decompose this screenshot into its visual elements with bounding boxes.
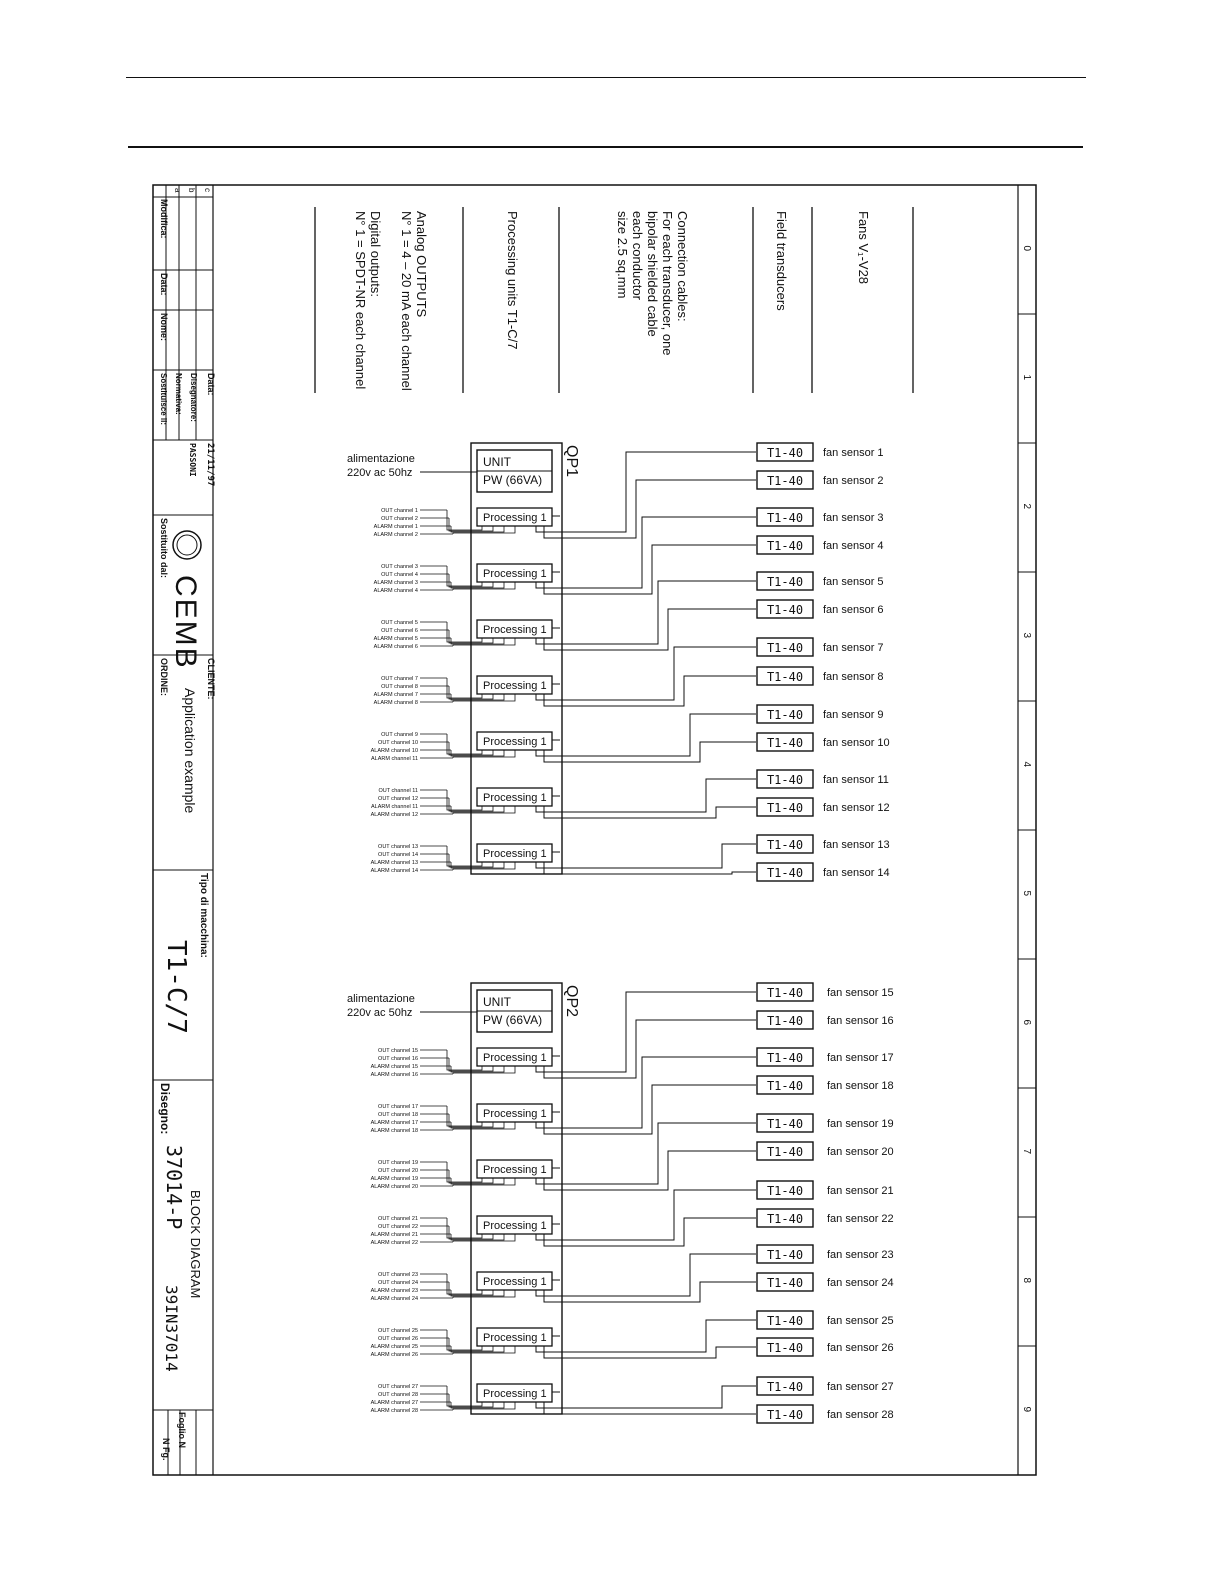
- client-text: Application example: [182, 688, 198, 814]
- output-channel-label: OUT channel 13: [378, 844, 418, 850]
- unit-text: UNIT: [483, 455, 511, 469]
- rev-letter-b: b: [187, 188, 196, 193]
- output-channel-label: ALARM channel 17: [370, 1120, 418, 1126]
- output-channel-label: ALARM channel 22: [370, 1240, 418, 1246]
- transducer-label: T1-40: [766, 1145, 804, 1159]
- output-channel-label: OUT channel 10: [378, 740, 418, 746]
- fan-sensor-label: fan sensor 14: [823, 867, 890, 879]
- company-name: CEMB: [169, 575, 202, 670]
- col-outputs-2: N° 1 = 4 – 20 mA each channel: [399, 211, 414, 391]
- grid-number-strip: [1018, 246, 1036, 1413]
- fan-sensor-label: fan sensor 24: [827, 1277, 894, 1289]
- col-cables-1: Connection cables:: [675, 211, 690, 322]
- label-sostituisce: Sostituisce il:: [159, 373, 168, 426]
- fan-sensor-label: fan sensor 15: [827, 987, 894, 999]
- output-channel-label: ALARM channel 7: [373, 692, 418, 698]
- output-channel-label: OUT channel 8: [381, 684, 418, 690]
- output-channel-label: OUT channel 12: [378, 796, 418, 802]
- fan-sensor-label: fan sensor 25: [827, 1315, 894, 1327]
- transducer-label: T1-40: [766, 1014, 804, 1028]
- fan-sensor-label: fan sensor 4: [823, 540, 884, 552]
- fan-sensor-label: fan sensor 9: [823, 709, 884, 721]
- fan-sensor-label: fan sensor 28: [827, 1409, 894, 1421]
- qp1-group: [347, 443, 890, 881]
- processing-unit-label: Processing 1: [483, 1220, 547, 1232]
- drawing-title: BLOCK DIAGRAM: [188, 1190, 203, 1299]
- fan-sensor-label: fan sensor 13: [823, 839, 890, 851]
- transducer-label: T1-40: [766, 641, 804, 655]
- processing-unit-label: Processing 1: [483, 1276, 547, 1288]
- output-channel-label: OUT channel 7: [381, 676, 418, 682]
- output-channel-label: ALARM channel 23: [370, 1288, 418, 1294]
- output-channel-label: OUT channel 28: [378, 1392, 418, 1398]
- output-channel-label: OUT channel 3: [381, 564, 418, 570]
- transducer-label: T1-40: [766, 866, 804, 880]
- rev-letter-c: c: [203, 188, 212, 192]
- grid-number: 6: [1021, 1019, 1032, 1026]
- label-cliente: CLIENTE:: [206, 658, 216, 700]
- output-channel-label: ALARM channel 8: [373, 700, 418, 706]
- output-channel-label: ALARM channel 10: [370, 748, 418, 754]
- col-cables-2: For each transducer, one: [660, 211, 675, 356]
- fan-sensor-label: fan sensor 8: [823, 671, 884, 683]
- col-fans: Fans V₁-V28: [856, 211, 871, 285]
- output-channel-label: OUT channel 19: [378, 1160, 418, 1166]
- output-channel-label: OUT channel 26: [378, 1336, 418, 1342]
- output-channel-label: ALARM channel 28: [370, 1408, 418, 1414]
- output-channel-label: ALARM channel 14: [370, 868, 418, 874]
- output-channel-label: OUT channel 14: [378, 852, 418, 858]
- fan-sensor-label: fan sensor 5: [823, 576, 884, 588]
- label-normativa: Normativa:: [174, 373, 183, 415]
- output-channel-label: OUT channel 5: [381, 620, 418, 626]
- output-channel-label: ALARM channel 19: [370, 1176, 418, 1182]
- output-channel-label: ALARM channel 18: [370, 1128, 418, 1134]
- transducer-label: T1-40: [766, 1408, 804, 1422]
- output-channel-label: OUT channel 17: [378, 1104, 418, 1110]
- rev-letter-a: a: [173, 188, 182, 193]
- transducer-label: T1-40: [766, 1184, 804, 1198]
- fan-sensor-label: fan sensor 18: [827, 1080, 894, 1092]
- label-sostituito: Sostituito dal:: [159, 518, 169, 578]
- grid-number: 0: [1021, 245, 1032, 252]
- fan-sensor-label: fan sensor 23: [827, 1249, 894, 1261]
- transducer-label: T1-40: [766, 1117, 804, 1131]
- output-channel-label: ALARM channel 21: [370, 1232, 418, 1238]
- processing-unit-label: Processing 1: [483, 568, 547, 580]
- fan-sensor-label: fan sensor 10: [823, 737, 890, 749]
- transducer-label: T1-40: [766, 1314, 804, 1328]
- transducer-label: T1-40: [766, 708, 804, 722]
- grid-number: 8: [1021, 1277, 1032, 1284]
- label-data: Data:: [159, 273, 169, 296]
- unit-text: UNIT: [483, 995, 511, 1009]
- output-channel-label: OUT channel 20: [378, 1168, 418, 1174]
- output-channel-label: ALARM channel 5: [373, 636, 418, 642]
- processing-unit-label: Processing 1: [483, 1388, 547, 1400]
- fan-sensor-label: fan sensor 21: [827, 1185, 894, 1197]
- fan-sensor-label: fan sensor 12: [823, 802, 890, 814]
- transducer-label: T1-40: [766, 511, 804, 525]
- processing-unit-label: Processing 1: [483, 1332, 547, 1344]
- output-channel-label: ALARM channel 4: [373, 588, 418, 594]
- grid-number: 1: [1021, 374, 1032, 381]
- output-channel-label: ALARM channel 1: [373, 524, 418, 530]
- panel-label: QP1: [563, 445, 580, 478]
- fan-sensor-label: fan sensor 16: [827, 1015, 894, 1027]
- transducer-label: T1-40: [766, 1248, 804, 1262]
- transducer-label: T1-40: [766, 474, 804, 488]
- output-channel-label: ALARM channel 11: [371, 804, 418, 810]
- output-channel-label: ALARM channel 24: [370, 1296, 418, 1302]
- transducer-label: T1-40: [766, 1079, 804, 1093]
- output-channel-label: OUT channel 23: [378, 1272, 418, 1278]
- output-channel-label: ALARM channel 16: [370, 1072, 418, 1078]
- output-channel-label: OUT channel 25: [378, 1328, 418, 1334]
- grid-number: 9: [1021, 1406, 1032, 1413]
- drawing-date: 21/11/97: [205, 443, 215, 487]
- col-cables-5: size 2.5 sq.mm: [615, 211, 630, 299]
- output-channel-label: ALARM channel 26: [370, 1352, 418, 1358]
- panel-label: QP2: [563, 985, 580, 1018]
- output-channel-label: OUT channel 4: [381, 572, 418, 578]
- processing-unit-label: Processing 1: [483, 1164, 547, 1176]
- output-channel-label: ALARM channel 20: [370, 1184, 418, 1190]
- transducer-label: T1-40: [766, 1051, 804, 1065]
- fan-sensor-label: fan sensor 19: [827, 1118, 894, 1130]
- label-modifica: Modifica:: [159, 199, 169, 239]
- output-channel-label: OUT channel 24: [378, 1280, 418, 1286]
- transducer-label: T1-40: [766, 603, 804, 617]
- output-channel-label: ALARM channel 15: [370, 1064, 418, 1070]
- col-cables-4: each conductor: [630, 211, 645, 300]
- transducer-label: T1-40: [766, 575, 804, 589]
- label-disegno-visible: Disegno:: [158, 1083, 172, 1135]
- fan-sensor-label: fan sensor 6: [823, 604, 884, 616]
- output-channel-label: OUT channel 2: [381, 516, 418, 522]
- output-channel-label: OUT channel 21: [378, 1216, 418, 1222]
- grid-number: 3: [1021, 632, 1032, 639]
- power-label: 220v ac 50hz: [347, 467, 413, 479]
- qp2-group: [347, 983, 894, 1423]
- label-nome: Nome:: [159, 313, 169, 342]
- output-channel-label: OUT channel 15: [378, 1048, 418, 1054]
- output-channel-label: OUT channel 9: [381, 732, 418, 738]
- transducer-label: T1-40: [766, 736, 804, 750]
- grid-number: 4: [1021, 761, 1032, 768]
- transducer-label: T1-40: [766, 670, 804, 684]
- transducer-label: T1-40: [766, 801, 804, 815]
- power-label: 220v ac 50hz: [347, 1007, 413, 1019]
- output-channel-label: ALARM channel 25: [370, 1344, 418, 1350]
- output-channel-label: OUT channel 27: [378, 1384, 418, 1390]
- output-channel-label: ALARM channel 11: [371, 756, 418, 762]
- transducer-label: T1-40: [766, 446, 804, 460]
- output-channel-label: OUT channel 1: [381, 508, 418, 514]
- output-channel-label: OUT channel 16: [378, 1056, 418, 1062]
- processing-unit-label: Processing 1: [483, 680, 547, 692]
- fan-sensor-label: fan sensor 27: [827, 1381, 894, 1393]
- output-channel-label: OUT channel 18: [378, 1112, 418, 1118]
- grid-number: 2: [1021, 503, 1032, 510]
- drawing-frame: [153, 185, 1036, 1475]
- fan-sensor-label: fan sensor 3: [823, 512, 884, 524]
- output-channel-label: ALARM channel 3: [373, 580, 418, 586]
- label-tipo: Tipo di macchina:: [198, 873, 209, 958]
- power-label: alimentazione: [347, 453, 415, 465]
- label-disegnatore: Disegnatore:: [189, 373, 198, 422]
- fan-sensor-label: fan sensor 17: [827, 1052, 894, 1064]
- fan-sensor-label: fan sensor 26: [827, 1342, 894, 1354]
- label-nfg: N Fg.: [161, 1438, 171, 1461]
- output-channel-label: OUT channel 22: [378, 1224, 418, 1230]
- output-channel-label: ALARM channel 12: [370, 812, 418, 818]
- label-foglio: Foglio N: [177, 1412, 187, 1448]
- power-label: alimentazione: [347, 993, 415, 1005]
- fan-sensor-label: fan sensor 11: [823, 774, 889, 786]
- col-outputs-3: Digital outputs:: [368, 211, 383, 297]
- transducer-label: T1-40: [766, 1380, 804, 1394]
- processing-unit-label: Processing 1: [483, 736, 547, 748]
- col-processing: Processing units T1-C/7: [505, 211, 520, 350]
- processing-unit-label: Processing 1: [483, 792, 547, 804]
- drafter-name: PASSONI: [188, 443, 197, 477]
- output-channel-label: ALARM channel 13: [370, 860, 418, 866]
- label-ordine: ORDINE:: [159, 658, 169, 696]
- col-field-transducers: Field transducers: [774, 211, 789, 311]
- transducer-label: T1-40: [766, 838, 804, 852]
- transducer-label: T1-40: [766, 986, 804, 1000]
- column-headers: [315, 207, 913, 393]
- title-block: [153, 185, 216, 1475]
- transducer-label: T1-40: [766, 1341, 804, 1355]
- transducer-label: T1-40: [766, 539, 804, 553]
- output-channel-label: ALARM channel 6: [373, 644, 418, 650]
- label-data-2: Data:: [206, 373, 216, 396]
- fan-sensor-label: fan sensor 22: [827, 1213, 894, 1225]
- processing-unit-label: Processing 1: [483, 1108, 547, 1120]
- transducer-label: T1-40: [766, 1276, 804, 1290]
- processing-unit-label: Processing 1: [483, 512, 547, 524]
- col-outputs-4: N° 1 = SPDT-NR each channel: [353, 211, 368, 390]
- drawing-code: 39IN37014: [162, 1285, 181, 1372]
- transducer-label: T1-40: [766, 773, 804, 787]
- fan-sensor-label: fan sensor 20: [827, 1146, 894, 1158]
- transducer-label: T1-40: [766, 1212, 804, 1226]
- fan-sensor-label: fan sensor 7: [823, 642, 884, 654]
- fan-sensor-label: fan sensor 1: [823, 447, 884, 459]
- fan-sensor-label: fan sensor 2: [823, 475, 884, 487]
- drawing-number: 37014-P: [162, 1145, 186, 1230]
- processing-unit-label: Processing 1: [483, 624, 547, 636]
- col-cables-3: bipolar shielded cable: [645, 211, 660, 337]
- unit-text: PW (66VA): [483, 473, 543, 487]
- processing-unit-label: Processing 1: [483, 848, 547, 860]
- grid-number: 5: [1021, 890, 1032, 897]
- grid-number: 7: [1021, 1148, 1032, 1155]
- company-logo: [173, 531, 201, 559]
- machine-type: T1-C/7: [161, 940, 191, 1034]
- processing-unit-label: Processing 1: [483, 1052, 547, 1064]
- output-channel-label: OUT channel 6: [381, 628, 418, 634]
- unit-text: PW (66VA): [483, 1013, 543, 1027]
- output-channel-label: ALARM channel 2: [373, 532, 418, 538]
- output-channel-label: OUT channel 11: [378, 788, 418, 794]
- output-channel-label: ALARM channel 27: [370, 1400, 418, 1406]
- col-outputs-1: Analog OUTPUTS: [414, 211, 429, 318]
